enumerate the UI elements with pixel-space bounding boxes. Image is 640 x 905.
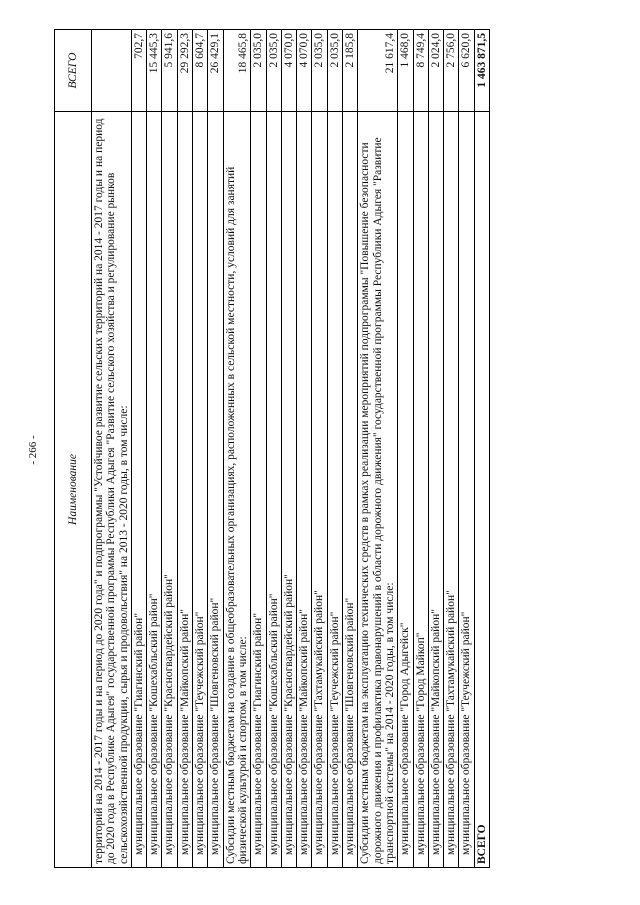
row-total: 2 756,0 [444,30,459,112]
table-row [162,30,177,868]
row-name: муниципальное образование "Город Адыгейск" [398,112,413,868]
header-total: ВСЕГО [55,30,92,112]
table-row [343,30,358,868]
row-name: муниципальное образование "Шовгеновский район" [343,112,358,868]
row-name: Субсидии местным бюджетам на создание в общеобразовательных организациях, расположенных в сельской местности, условий для занятий физической культурой и спортом, в том числе: [223,112,251,868]
table-row [459,30,474,868]
header-name: Наименование [55,112,92,868]
row-name: муниципальное образование "Теучежский район" [327,112,342,868]
row-total: 8 604,7 [193,30,208,112]
row-name: муниципальное образование "Красногвардейский район" [162,112,177,868]
row-total: 6 620,0 [459,30,474,112]
row-total: 702,7 [131,30,146,112]
row-total: 2 035,0 [312,30,327,112]
table-row [147,30,162,868]
table-row [297,30,312,868]
row-total: 2 035,0 [327,30,342,112]
table-row [208,30,223,868]
row-name: муниципальное образование "Шовгеновский район" [208,112,223,868]
section-row [92,30,132,868]
table-row [266,30,281,868]
row-total: 4 070,0 [281,30,296,112]
row-name: территорий на 2014 - 2017 годы и на период до 2020 года" и подпрограммы "Устойчивое развитие сельских территорий на 2014 - 2017 годы и на период до 2020 года в Республике Адыгея" государственной программы Республики Адыгея "Развитие сельского хозяйства и регулирование рынков сельскохозяйственной продукции, сырья и продовольствия" на 2013 - 2020 годы, в том числе: [92,112,132,868]
section-row [223,30,251,868]
row-name: муниципальное образование "Гиагинский район" [251,112,266,868]
row-total: 26 429,1 [208,30,223,112]
row-total: 2 024,0 [428,30,443,112]
table-row [327,30,342,868]
row-name: муниципальное образование "Тахтамукайский район" [444,112,459,868]
row-name: муниципальное образование "Кошехабльский район" [147,112,162,868]
row-total: 2 035,0 [251,30,266,112]
row-total [92,30,132,112]
table-row [177,30,192,868]
table-row [193,30,208,868]
row-total: 21 617,4 [358,30,398,112]
row-total: 2 035,0 [266,30,281,112]
table-row [398,30,413,868]
row-name: муниципальное образование "Гиагинский район" [131,112,146,868]
table-row [251,30,266,868]
total-row [474,30,489,868]
table-row [444,30,459,868]
budget-table [54,29,490,868]
row-total: 2 185,8 [343,30,358,112]
row-name: муниципальное образование "Теучежский район" [459,112,474,868]
row-total: 29 292,3 [177,30,192,112]
rotated-table-container [54,30,534,868]
table-row [312,30,327,868]
row-total: 15 445,3 [147,30,162,112]
table-row [281,30,296,868]
row-name: муниципальное образование "Теучежский район" [193,112,208,868]
row-name: муниципальное образование "Майкопский район" [177,112,192,868]
table-header-row [55,30,92,868]
row-total: 1 468,0 [398,30,413,112]
row-total: 18 465,8 [223,30,251,112]
section-row [358,30,398,868]
row-name: муниципальное образование "Кошехабльский район" [266,112,281,868]
table-row [428,30,443,868]
row-total: 5 941,6 [162,30,177,112]
row-name: муниципальное образование "Тахтамукайский район" [312,112,327,868]
table-row [413,30,428,868]
row-name: муниципальное образование "Майкопский район" [428,112,443,868]
table-body [92,30,490,868]
row-name: муниципальное образование "Майкопский район" [297,112,312,868]
row-total: 1 463 871,5 [474,30,489,112]
row-name: ВСЕГО [474,112,489,868]
row-name: муниципальное образование "Красногвардейский район" [281,112,296,868]
row-total: 8 749,4 [413,30,428,112]
table-row [131,30,146,868]
row-total: 4 070,0 [297,30,312,112]
page-number: - 266 - [27,435,39,465]
row-name: муниципальное образование "Город Майкоп" [413,112,428,868]
row-name: Субсидии местным бюджетам на эксплуатацию технических средств в рамках реализации мероприятий подпрограммы "Повышение безопасности дорожного движения и профилактика правонарушений в области дорожного движения" государственной программы Республики Адыгея "Развитие транспортной системы" на 2014 - 2020 годы, в том числе: [358,112,398,868]
